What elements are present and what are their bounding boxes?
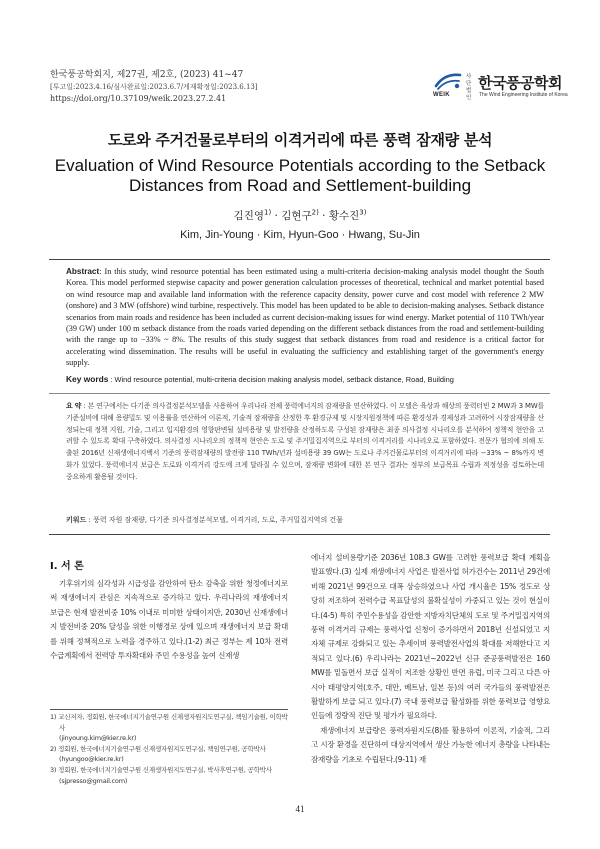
footnote [50, 744, 288, 765]
footnote-number: 3) [50, 765, 57, 774]
journal-header [50, 69, 258, 105]
body-column-right [311, 551, 550, 767]
body-column-left [50, 577, 288, 663]
korean-keywords [66, 515, 544, 526]
korean-summary-label: 요 약 [66, 402, 82, 410]
author-separator: · [271, 210, 282, 222]
abstract-top-rule [49, 259, 550, 260]
paper-title-en: Evaluation of Wind Resource Potentials according to the Setback Distances from Road and Settlement-building [54, 156, 546, 195]
logo-name-en: The Wind Engineering Institute of Korea [479, 92, 568, 98]
keywords [66, 374, 544, 385]
author-name: 김현구 [281, 210, 312, 222]
footnote-number: 1) [50, 713, 57, 721]
body-paragraph: 재생에너지 보급량은 풍력자원지도(8)를 활용하여 이론적, 기술적, 그리고 시장 환경을 진단하여 대상지역에서 생산 가능한 에너지 총량을 나타내는 잠재량을 기초로 수립된다.(9-11) 재 [311, 725, 550, 764]
page-number: 41 [295, 804, 305, 814]
abstract [66, 266, 544, 369]
footnote-email[interactable]: (sjpresso@gmail.com) [59, 776, 128, 785]
footnote [50, 712, 288, 744]
abstract-divider [49, 393, 550, 394]
korean-keywords-text: : 풍력 자원 잠재량, 다기준 의사결정분석모델, 이격거리, 도로, 주거밀집지역의 건물 [86, 516, 343, 524]
korean-keywords-label: 키워드 [66, 516, 87, 524]
keywords-text: : Wind resource potential, multi-criteria decision making analysis model, setback distance, Road, Building [108, 375, 454, 384]
section-heading-introduction: I. 서 론 [50, 561, 84, 572]
korean-summary [66, 401, 544, 484]
author-separator: · [318, 210, 329, 222]
footnote-text: 정회원, 한국에너지기술연구원 신재생자원지도연구실, 책임연구원, 공학박사 [58, 744, 266, 753]
journal-citation: 한국풍공학회지, 제27권, 제2호, (2023) 41~47 [50, 70, 244, 80]
abstract-label: Abstract [66, 267, 100, 276]
abstract-bottom-rule [49, 534, 550, 535]
wind-logo-icon [433, 71, 463, 91]
doi-link[interactable]: https://doi.org/10.37109/weik.2023.27.2.41 [50, 94, 227, 103]
author-list-en: Kim, Jin-Young · Kim, Hyun-Goo · Hwang, Su-Jin [180, 229, 420, 241]
logo-prefix: 사단 법인 [466, 74, 472, 101]
body-paragraph: 에너지 설비용량기준 2036년 108.3 GW를 고려한 풍력보급 확대 계획을 발표했다.(3) 실제 재생에너지 사업은 발전사업 허가건수는 2011년 29건에 비해 2021년 99건으로 대폭 상승하였으나 사업 개시율은 15% 정도로 상당히 저조하여 전력수급 목표달성의 불확실성이 가중되고 있는 것이 현실이다.(4-5) 특히 주민수용성을 감안한 지방자치단체의 도로 및 주거밀집지역의 풍력 이격거리 규제는 풍력사업 신청이 증가하면서 2018년 신설되었고 지자체 규제로 강화되고 있는 추세이며 풍력발전사업의 확대를 저해한다고 지적되고 있다.(6) 우리나라는 2021년~2022년 신규 준공풍력발전은 160 MW를 밑돌면서 보급 실적이 저조한 상황인 반면 유럽, 미국 그리고 다른 아시아 태평양지역(호주, 대만, 베트남, 일본 등)의 여러 국가들의 풍력발전은 활발하게 보급 되고 있다.(7) 국내 풍력보급 활성화를 위한 풍력보급 영향요인들에 정량적 진단 및 평가가 필요하다. [311, 553, 550, 721]
author-name: 김진영 [233, 210, 264, 222]
logo-name-ko: 한국풍공학회 [478, 74, 562, 92]
author-affiliation-mark: 1) [263, 208, 272, 217]
footnote-text: 교신저자, 정회원, 한국에너지기술연구원 신재생자원지도연구실, 책임기술원, 이학박사 [58, 713, 288, 732]
author-name: 황수진 [328, 210, 360, 222]
logo-abbreviation: WEIK [433, 92, 450, 98]
footnote-email[interactable]: (hyungoo@kier.re.kr) [59, 755, 124, 764]
paper-title-ko: 도로와 주거건물로부터의 이격거리에 따른 풍력 잠재량 분석 [107, 131, 493, 149]
body-paragraph: 기후위기의 심각성과 시급성을 감안하여 탄소 감축을 위한 청정에너지로써 재생에너지 관심은 지속적으로 증가하고 있다. 우리나라의 재생에너지 보급은 현재 발전비중 10% 이내로 미미한 상태이지만, 2030년 신재생에너지 발전비중 20% 달성을 위한 이행경로 상에 있으며 재생에너지 보급 확대를 위해 정책적으로 노력을 경주하고 있다.(1-2) 최근 정부는 제 10차 전력수급계획에서 전력망 투자확대와 주민 수용성을 높여 신재생 [50, 579, 288, 661]
keywords-label: Key words [66, 374, 109, 384]
footnote-number: 2) [50, 744, 57, 753]
author-affiliation-mark: 3) [359, 208, 367, 217]
author-affiliation-mark: 2) [311, 208, 319, 217]
footnote-email[interactable]: (jinyoung.kim@kier.re.kr) [59, 734, 137, 743]
abstract-text: : In this study, wind resource potential has been estimated using a multi-criteria decision-making analysis model thought the South Korea. This model performed stepwise capacity and power generation calculation processes of theoretical, technical and market potential based on wind resource map and available land information with the reference capacity density, power curve and cost model with reference 2 MW (onshore) and 3 MW (offshore) wind turbine, respectively. This model has been updated to be able to decision-making analyses. Setback distance scenarios from main roads and residence has been included as current decision-making issues for wind energy. Market potential of 110 TWh/year (39 GW) under 100 m setback distance from the roads varied depending on the different setback distances from the road and settlement-building with the range up to −33% ~ 8%. The results of this study suggest that setback distances from road and residence is a critical factor for accelerating wind dissemination. The results will be useful in evaluating the sufficiency and establishing target of the government's energy supply. [66, 267, 544, 368]
footnote-text: 정회원, 한국에너지기술연구원 신재생자원지도연구실, 박사후연구원, 공학박사 [58, 765, 272, 774]
footnotes [50, 712, 288, 786]
author-list-ko [0, 208, 600, 223]
footnote-rule [50, 709, 288, 710]
society-logo [433, 71, 568, 101]
korean-summary-text: : 본 연구에서는 다기준 의사결정분석모델을 사용하여 우리나라 전체 풍력에너지의 잠재량을 연산하였다. 이 모델은 육상과 해상의 풍력터빈 2 MW과 3 MW를 기준설비에 대해 용량밀도 및 이용률을 연산하여 이론적, 기술적 잠재량을 산정한 후 환경규제 및 시장지원정책에 따른 환경성과 경제성과 고려하여 시장잠재량을 산정되는데 정책 지원, 기술, 그리고 입지환경의 영향판변될 설비용량 및 발전량을 산정하도록 구성된 잠재량은 최종 의사결정 시나리오를 분석하여 정책적 현안을 고려할 수 있도록 확대 구축하였다. 의사결정 시나리오의 정책적 현안은 도로 및 주거밀집지역으로 부터의 이격거리를 시나리오로 포함하였다. 전문가 협의에 의해 도출된 2016년 신재생에너지백서 기준의 풍력잠재량의 발전량 110 TWh/년과 설비용량 39 GW는 도로나 주거건물로부터의 이격거리에 따라 −33% ~ 8%까지 변화가 있었다. 풍력에너지 보급은 도로와 이격거리 강도에 크게 달라질 수 있으며, 잠재량 변화에 대한 본 연구 결과는 정부의 보급목표 수립과 적정성을 검토하는데 중요하게 활용될 것이다. [66, 402, 545, 481]
submission-dates: [투고일:2023.4.16/심사완료일:2023.6.7/게재확정일:2023.6.13] [50, 83, 258, 91]
footnote [50, 765, 288, 786]
